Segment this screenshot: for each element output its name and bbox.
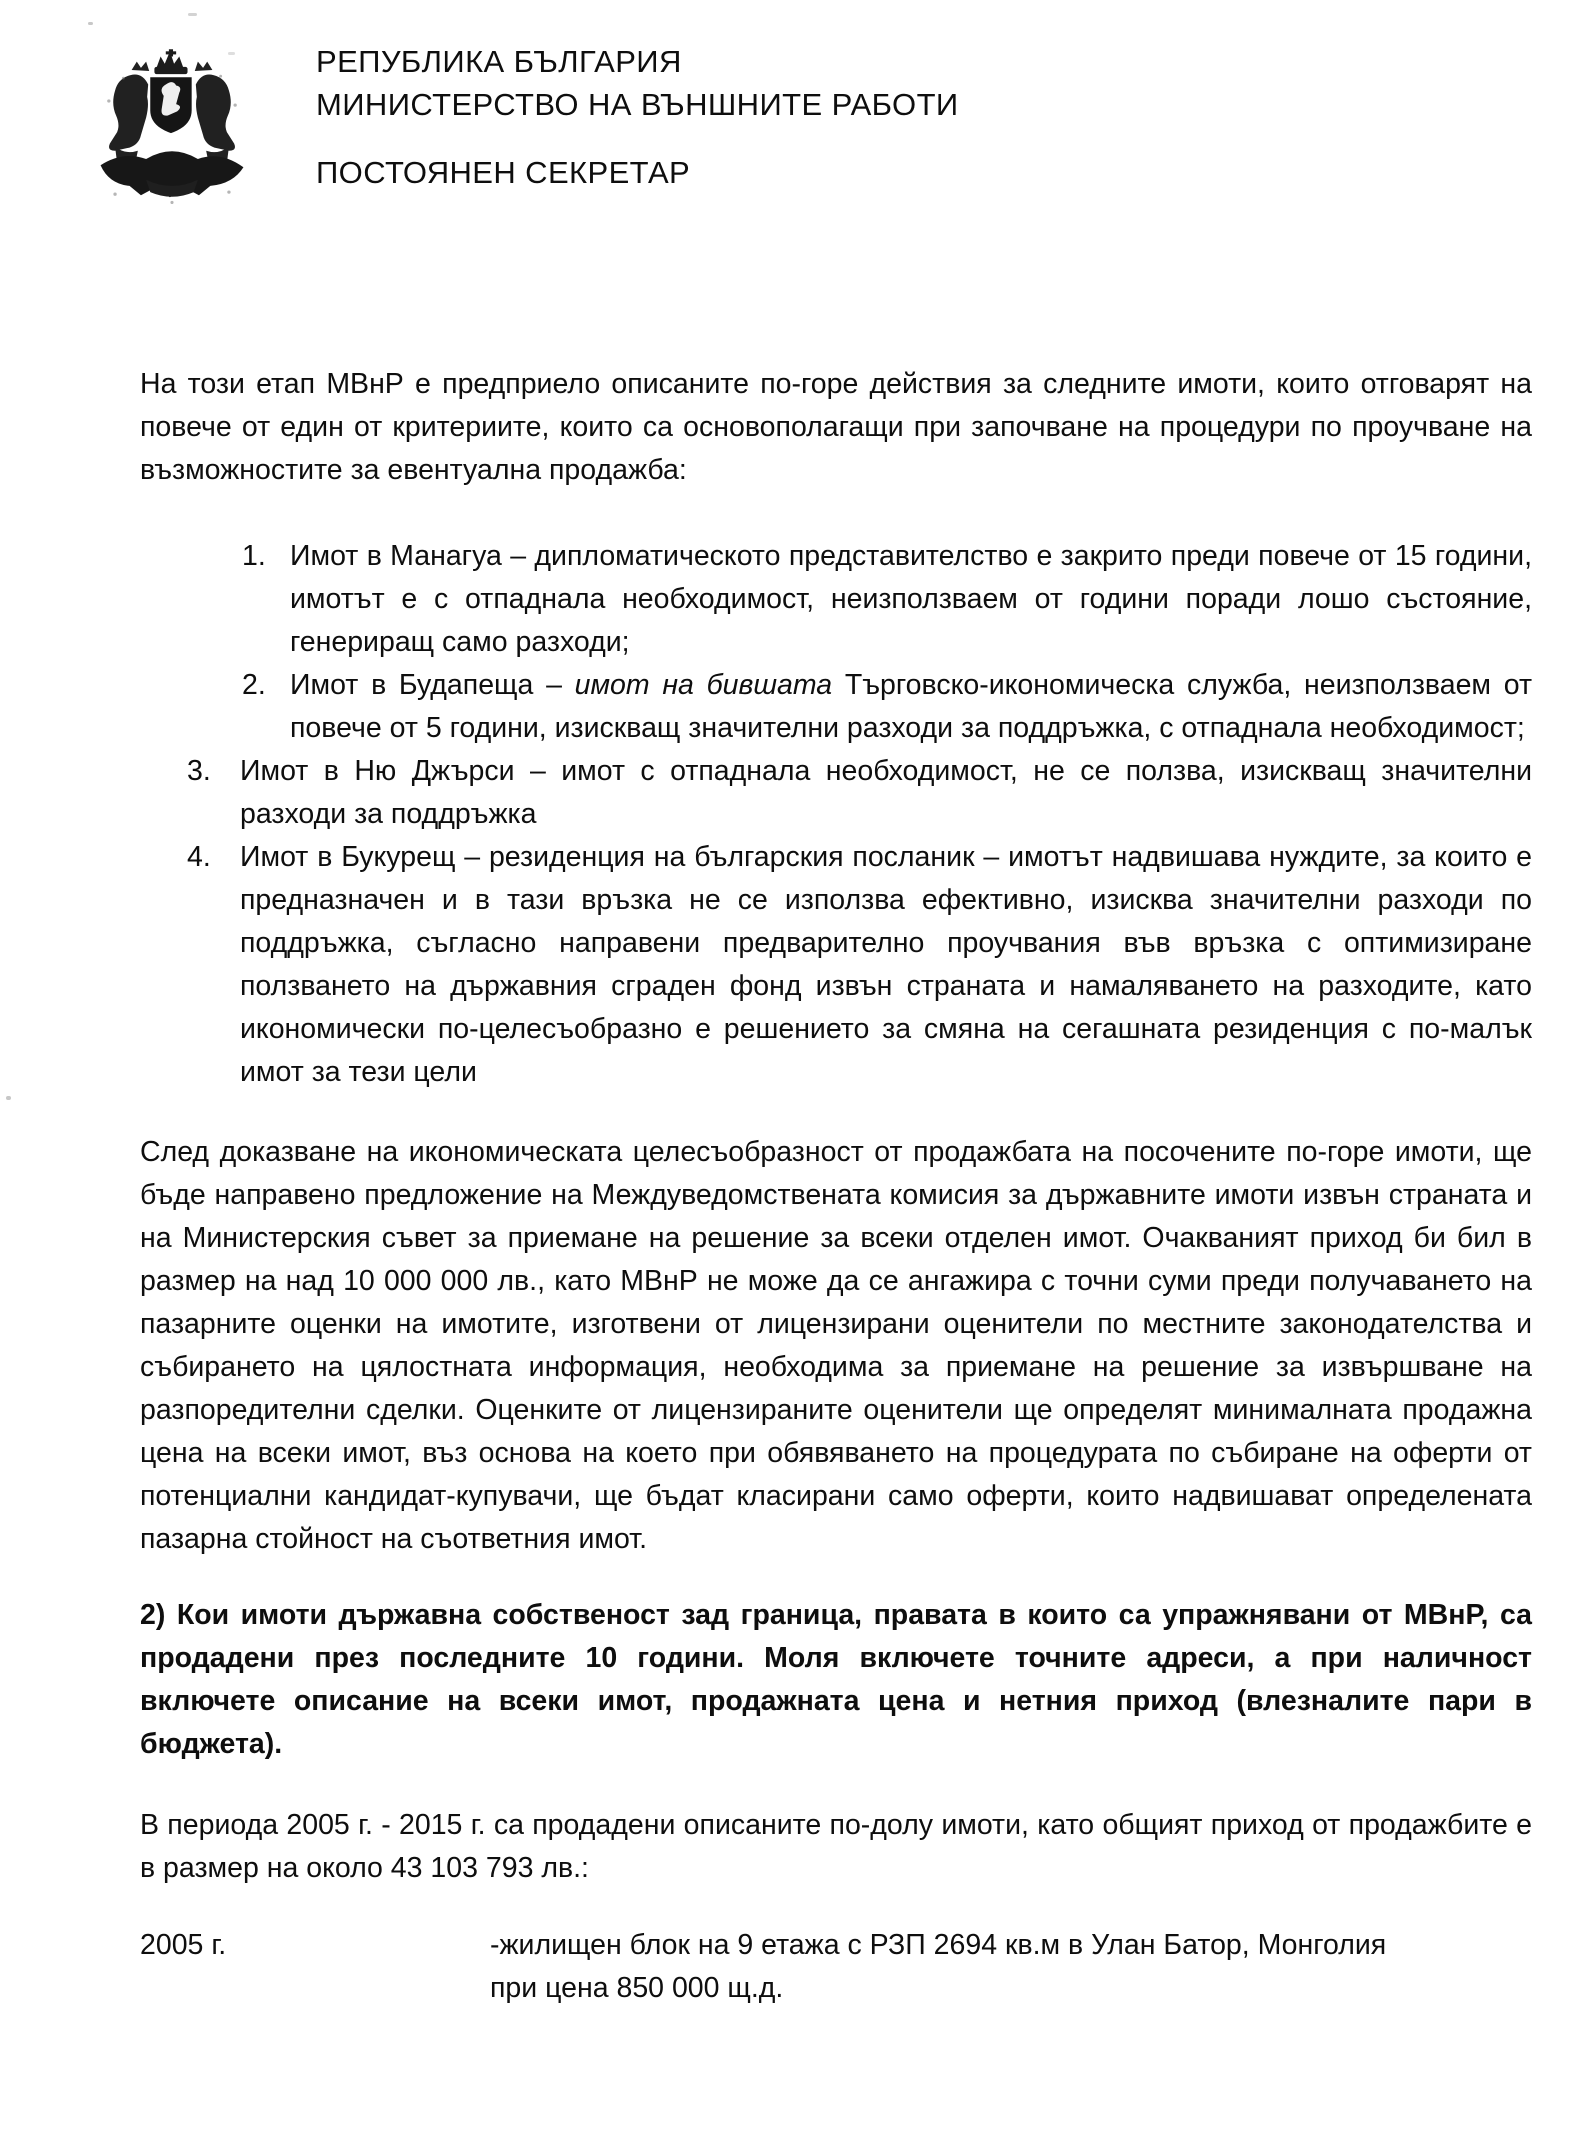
question-2-paragraph: 2) Кои имоти държавна собственост зад граница, правата в които са упражнявани от МВнР, са продадени през последните 10 години. Моля включете точните адреси, а при наличност включете описание на всеки имот, продажната цена и нетния приход (влезналите пари в бюджета). (140, 1599, 1532, 1760)
list-item-budapest (140, 664, 1532, 750)
intro-paragraph: На този етап МВнР е предприело описаните по-горе действия за следните имоти, които отговарят на повече от един от критериите, които са основополагащи при започване на процедури по проучване на възможностите за евентуална продажба: (140, 368, 1532, 486)
list-item-managua (140, 535, 1532, 664)
republic-title: РЕПУБЛИКА БЪЛГАРИЯ (316, 44, 682, 79)
sale-description-line: -жилищен блок на 9 етажа с РЗП 2694 кв.м в Улан Батор, Монголия (490, 1929, 1387, 1961)
scan-speck (88, 22, 93, 25)
list-number: 3. (187, 755, 211, 787)
sale-year: 2005 г. (140, 1929, 227, 1961)
list-number: 2. (242, 669, 266, 701)
list-item-text-prefix: Имот в Будапеща – (290, 669, 575, 701)
list-item-new-jersey (140, 750, 1532, 836)
list-number: 4. (187, 841, 211, 873)
property-list (140, 535, 1532, 1094)
scan-speck (6, 1096, 11, 1100)
sale-procedure-paragraph: След доказване на икономическата целесъобразност от продажбата на посочените по-горе имоти, ще бъде направено предложение на Междуведомствената комисия за държавните имоти извън страната и на Министерския съвет за приемане на решение за всеки отделен имот. Очакваният приход би бил в размер на над 10 000 000 лв., като МВнР не може да се ангажира с точни суми преди получаването на пазарните оценки на имотите, изготвени от лицензирани оценители по местните законодателства и събирането на цялостната информация, необходима за приемане на решение за извършване на разпоредителни сделки. Оценките от лицензираните оценители ще определят минималната продажна цена на всеки имот, въз основа на което при обявяването на процедурата по събиране на оферти от потенциални кандидат-купувачи, ще бъдат класирани само оферти, които надвишават определената пазарна стойност на съответния имот. (140, 1136, 1532, 1555)
bulgaria-coat-of-arms-icon (84, 46, 260, 214)
list-item-text-suffix: Търговско-икономическа служба, неизползваем от повече от 5 години, изискващ значителни разходи за поддръжка, с отпаднала необходимост; (290, 669, 1533, 744)
list-item-text: Имот в Манагуа – дипломатическото представителство е закрито преди повече от 15 години, имотът е с отпаднала необходимост, неизползваем от години поради лошо състояние, генериращ само разходи; (290, 540, 1532, 658)
list-number: 1. (242, 540, 266, 572)
list-item-text: Имот в Букурещ – резиденция на българския посланик – имотът надвишава нуждите, за които е предназначен и в тази връзка не се използва ефективно, изисква значителни разходи по поддръжка, съгласно направени предварително проучвания във връзка с оптимизиране ползването на държавния сграден фонд извън страната и намаляването на разходите, като икономически по-целесъобразно е решението за смяна на сегашната резиденция с по-малък имот за тези цели (240, 841, 1532, 1088)
list-item-text: Имот в Ню Джърси – имот с отпаднала необходимост, не се ползва, изискващ значителни разходи за поддръжка (240, 755, 1532, 830)
period-paragraph: В периода 2005 г. - 2015 г. са продадени описаните по-долу имоти, като общият приход от продажбите е в размер на около 43 103 793 лв.: (140, 1809, 1532, 1884)
list-item-text-italic: имот на бившата (574, 669, 833, 701)
sale-price-line: при цена 850 000 щ.д. (490, 1972, 784, 2004)
office-title: ПОСТОЯНЕН СЕКРЕТАР (316, 155, 691, 190)
scan-speck (188, 13, 197, 16)
letterhead (316, 40, 959, 194)
sale-entry-2005 (140, 1924, 1532, 2010)
document-body (140, 363, 1532, 2010)
sale-description (490, 1924, 1532, 2010)
list-item-bucharest (140, 836, 1532, 1094)
ministry-title: МИНИСТЕРСТВО НА ВЪНШНИТЕ РАБОТИ (316, 87, 959, 122)
